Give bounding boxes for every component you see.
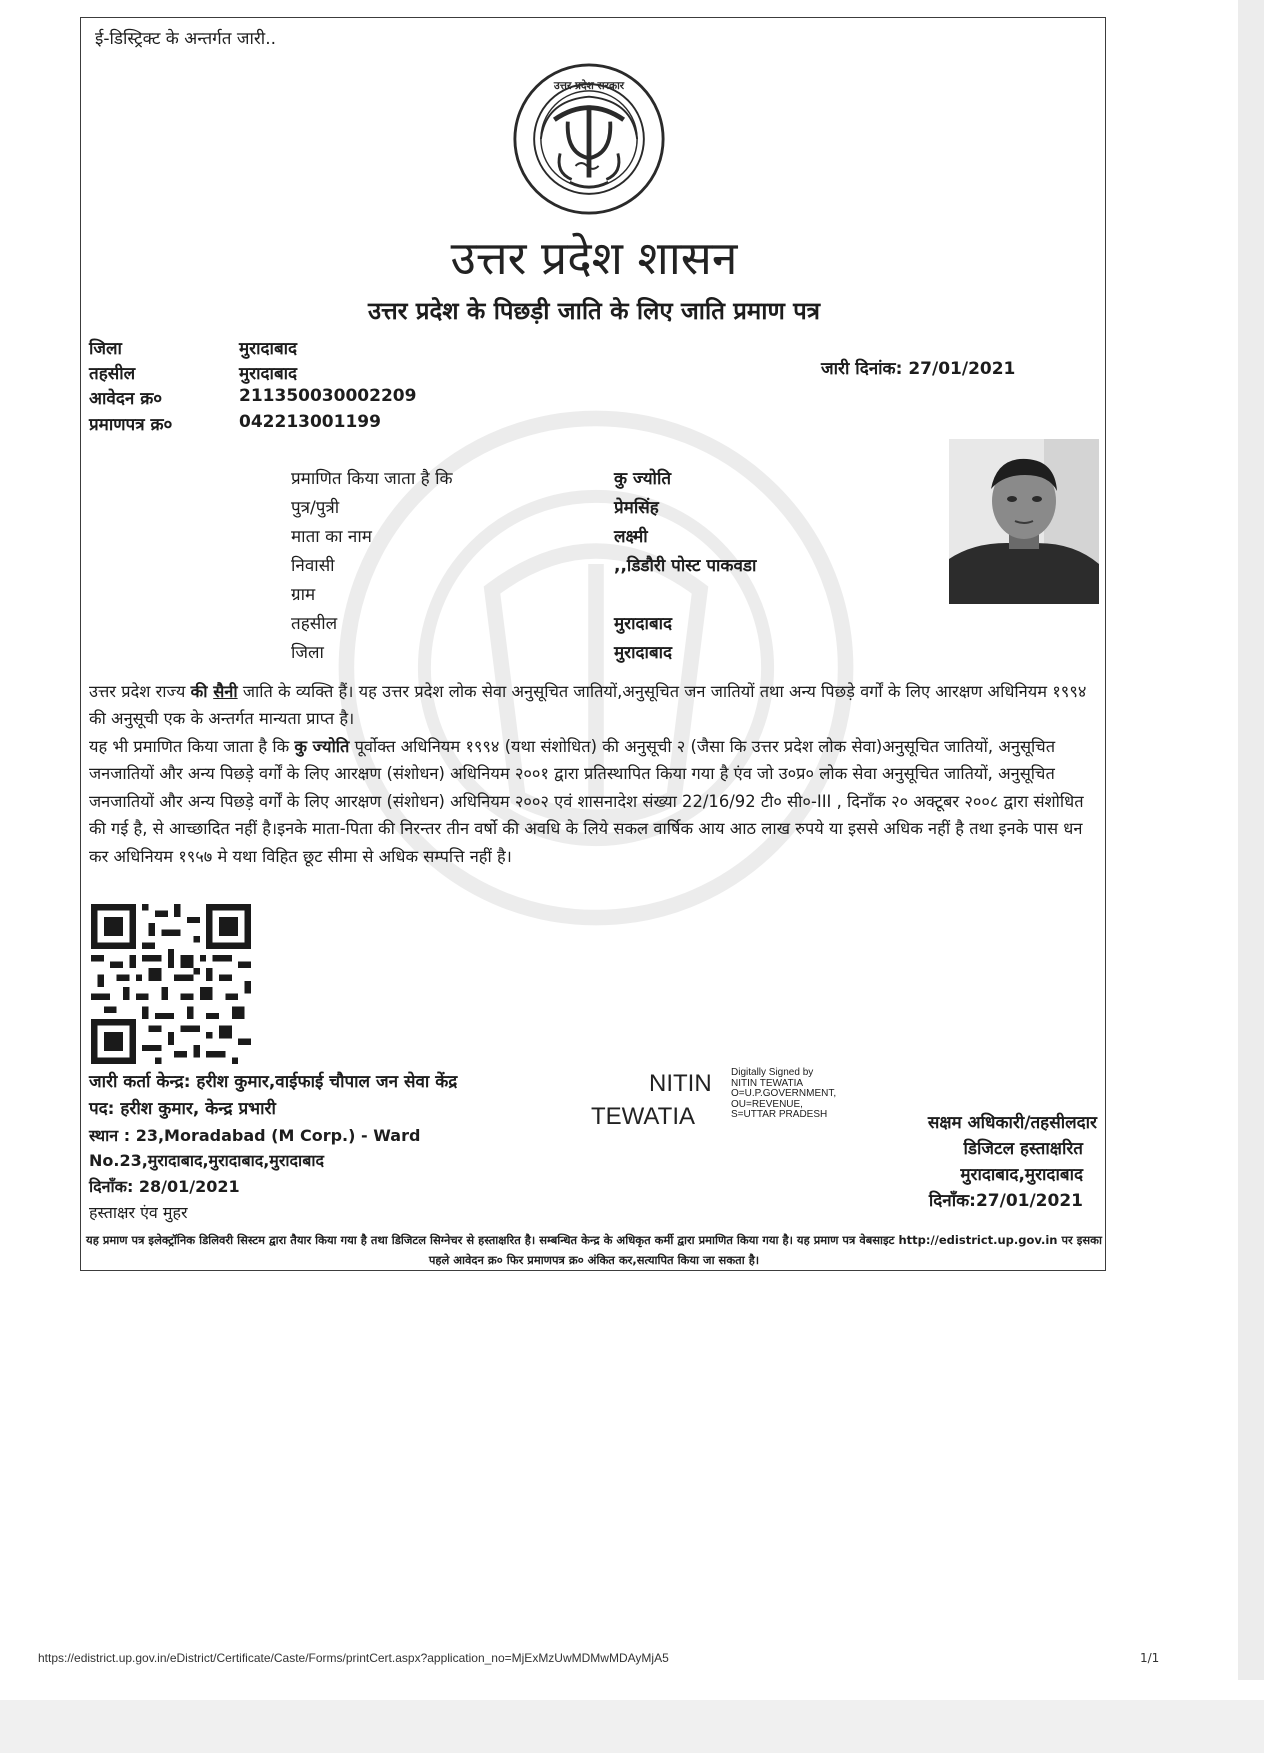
issuer-place-line1: स्थान : 23,Moradabad (M Corp.) - Ward bbox=[89, 1126, 421, 1145]
up-government-emblem-icon bbox=[512, 62, 666, 216]
resident-value: ,,डिडौरी पोस्ट पाकवडा bbox=[614, 556, 757, 576]
signer-last-name: TEWATIA bbox=[591, 1103, 695, 1130]
scan-shadow-bottom bbox=[0, 1700, 1264, 1753]
issuer-place-line2: No.23,मुरादाबाद,मुरादाबाद,मुरादाबाद bbox=[89, 1151, 324, 1170]
para1-text-end: जाति के व्यक्ति हैं। यह उत्तर प्रदेश लोक सेवा अनुसूचित जातियों,अनुसूचित जन जातियों तथा अन्य पिछड़े वर्गों के लिए आरक्षण अधिनियम १९९४ की अनुसूची एक के अन्तर्गत मान्यता प्राप्त है। bbox=[89, 682, 1087, 729]
father-name: प्रेमसिंह bbox=[614, 498, 659, 518]
certificate-no-label: प्रमाणपत्र क्र० bbox=[89, 415, 173, 435]
page-number: 1/1 bbox=[1140, 1651, 1160, 1665]
para2-applicant-name: कु ज्योति bbox=[294, 737, 350, 756]
print-url: https://edistrict.up.gov.in/eDistrict/Certificate/Caste/Forms/printCert.aspx?application_no=MjExMzUwMDMwMDAyMjA5 bbox=[38, 1651, 669, 1665]
qr-code-icon bbox=[91, 903, 251, 1065]
applicant-name: कु ज्योति bbox=[614, 469, 672, 489]
certify-label: प्रमाणित किया जाता है कि bbox=[291, 469, 453, 489]
district-value: मुरादाबाद bbox=[239, 339, 298, 359]
field-tehsil-value: मुरादाबाद bbox=[614, 614, 673, 634]
village-label: ग्राम bbox=[291, 585, 316, 605]
field-tehsil-label: तहसील bbox=[291, 614, 338, 634]
tehsil-value: मुरादाबाद bbox=[239, 364, 298, 384]
para1-text-start: उत्तर प्रदेश राज्य bbox=[89, 682, 191, 701]
svg-text:उत्तर प्रदेश सरकार: उत्तर प्रदेश सरकार bbox=[553, 79, 625, 92]
certificate-no-value: 042213001199 bbox=[239, 412, 381, 432]
mother-name: लक्ष्मी bbox=[614, 527, 648, 547]
certificate-frame bbox=[80, 17, 1106, 1271]
application-no-value: 211350030002209 bbox=[239, 386, 417, 406]
application-no-label: आवेदन क्र० bbox=[89, 389, 163, 409]
authority-date: दिनाँक:27/01/2021 bbox=[928, 1191, 1083, 1211]
signer-first-name: NITIN bbox=[649, 1070, 712, 1097]
field-district-value: मुरादाबाद bbox=[614, 643, 673, 663]
footnote: यह प्रमाण पत्र इलेक्ट्रॉनिक डिलिवरी सिस्टम द्वारा तैयार किया गया है तथा डिजिटल सिग्नेचर से हस्ताक्षरित है। सम्बन्धित केन्द्र के अधिकृत कर्मी द्वारा प्रमाणित किया गया है। यह प्रमाण पत्र वेबसाइट http://edistrict.up.gov.in पर इसका पहले आवेदन क्र० फिर प्रमाणपत्र क्र० अंकित कर,सत्यापित किया जा सकता है। bbox=[86, 1233, 1102, 1267]
field-district-label: जिला bbox=[291, 643, 324, 663]
caste-name: सैनी bbox=[213, 682, 238, 701]
authority-signed: डिजिटल हस्ताक्षरित bbox=[963, 1139, 1083, 1159]
issuer-post: पद: हरीश कुमार, केन्द्र प्रभारी bbox=[89, 1099, 276, 1119]
sign-seal-label: हस्ताक्षर एंव मुहर bbox=[89, 1203, 188, 1222]
son-daughter-label: पुत्र/पुत्री bbox=[291, 498, 340, 518]
caste-statement bbox=[89, 678, 1099, 733]
resident-label: निवासी bbox=[291, 556, 335, 576]
authority-title: सक्षम अधिकारी/तहसीलदार bbox=[927, 1113, 1097, 1133]
edistrict-note: ई-डिस्ट्रिक्ट के अन्तर्गत जारी.. bbox=[95, 29, 277, 49]
scan-shadow-right bbox=[1238, 0, 1264, 1680]
tehsil-label: तहसील bbox=[89, 364, 136, 384]
para1-bold: की bbox=[190, 682, 214, 701]
issue-date: जारी दिनांक: 27/01/2021 bbox=[821, 359, 1016, 379]
para2-text-end: पूर्वोक्त अधिनियम १९९४ (यथा संशोधित) की अनुसूची २ (जैसा कि उत्तर प्रदेश लोक सेवा)अनुसूचित जातियों, अनुसूचित जनजातियों और अन्य पिछड़े वर्गों के लिए आरक्षण (संशोधन) अधिनियम २००१ द्वारा प्रतिस्थापित किया गया है एंव जो उ०प्र० लोक सेवा अनुसूचित जातियों, अनुसूचित जनजातियों और अन्य पिछड़े वर्गों के लिए आरक्षण (संशोधन) अधिनियम २००२ एवं शासनादेश संख्या 22/16/92 टी० सी०-III , दिनाँक २० अक्टूबर २००८ द्वारा संशोधित की गई है, से आच्छादित नहीं है।इनके माता-पिता की निरन्तर तीन वर्षो की अवधि के लिये सकल वार्षिक आय आठ लाख रुपये या इससे अधिक नहीं है तथा इनके पास धन कर अधिनियम १९५७ मे यथा विहित छूट सीमा से अधिक सम्पत्ति नहीं है। bbox=[89, 737, 1084, 866]
mother-name-label: माता का नाम bbox=[291, 527, 372, 547]
para2-text-start: यह भी प्रमाणित किया जाता है कि bbox=[89, 737, 295, 756]
issuer-date: दिनाँक: 28/01/2021 bbox=[89, 1177, 240, 1196]
district-label: जिला bbox=[89, 339, 122, 359]
government-title: उत्तर प्रदेश शासन bbox=[450, 231, 738, 285]
certificate-title: उत्तर प्रदेश के पिछड़ी जाति के लिए जाति प्रमाण पत्र bbox=[367, 297, 821, 325]
income-statement bbox=[89, 733, 1099, 870]
authority-place: मुरादाबाद,मुरादाबाद bbox=[960, 1165, 1083, 1185]
issuing-centre: जारी कर्ता केन्द्र: हरीश कुमार,वाईफाई चौपाल जन सेवा केंद्र bbox=[89, 1072, 458, 1092]
digital-signature-details: Digitally Signed by NITIN TEWATIA O=U.P.GOVERNMENT, OU=REVENUE, S=UTTAR PRADESH bbox=[731, 1067, 837, 1120]
applicant-photo bbox=[949, 439, 1099, 604]
